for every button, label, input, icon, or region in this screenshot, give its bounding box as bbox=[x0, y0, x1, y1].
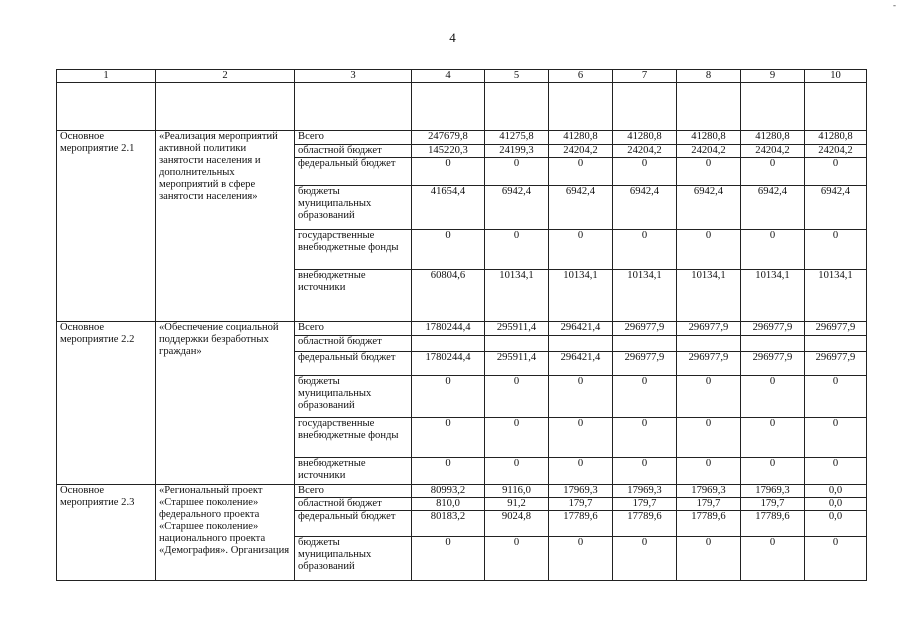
funding-source: бюджеты муниципальных образований bbox=[295, 186, 412, 230]
value-cell: 10134,1 bbox=[549, 270, 613, 322]
funding-source: государственные внебюджетные фонды bbox=[295, 230, 412, 270]
value-cell: 17969,3 bbox=[549, 485, 613, 498]
value-cell: 41280,8 bbox=[549, 131, 613, 145]
value-cell: 0 bbox=[412, 537, 485, 581]
value-cell: 0 bbox=[805, 158, 867, 186]
value-cell: 41280,8 bbox=[741, 131, 805, 145]
value-cell: 17789,6 bbox=[741, 511, 805, 537]
value-cell: 17969,3 bbox=[677, 485, 741, 498]
value-cell: 17789,6 bbox=[677, 511, 741, 537]
column-number: 1 bbox=[57, 70, 156, 83]
value-cell: 6942,4 bbox=[677, 186, 741, 230]
value-cell: 24204,2 bbox=[613, 145, 677, 158]
value-cell: 24204,2 bbox=[549, 145, 613, 158]
value-cell: 0 bbox=[805, 230, 867, 270]
value-cell: 296977,9 bbox=[805, 352, 867, 376]
funding-source: внебюджетные источники bbox=[295, 270, 412, 322]
funding-source: Всего bbox=[295, 322, 412, 336]
value-cell: 0 bbox=[613, 230, 677, 270]
table-row bbox=[57, 131, 867, 145]
value-cell: 0 bbox=[412, 458, 485, 485]
value-cell: 1780244,4 bbox=[412, 322, 485, 336]
value-cell: 0 bbox=[485, 230, 549, 270]
value-cell: 10134,1 bbox=[677, 270, 741, 322]
value-cell: 10134,1 bbox=[741, 270, 805, 322]
value-cell: 179,7 bbox=[741, 498, 805, 511]
value-cell: 0 bbox=[485, 458, 549, 485]
value-cell: 179,7 bbox=[613, 498, 677, 511]
value-cell: 0 bbox=[485, 537, 549, 581]
value-cell: 6942,4 bbox=[741, 186, 805, 230]
funding-source: государственные внебюджетные фонды bbox=[295, 418, 412, 458]
value-cell: 17789,6 bbox=[549, 511, 613, 537]
funding-source: бюджеты муниципальных образований bbox=[295, 537, 412, 581]
value-cell: 296977,9 bbox=[741, 322, 805, 336]
value-cell bbox=[677, 336, 741, 352]
column-number: 9 bbox=[741, 70, 805, 83]
column-number: 5 bbox=[485, 70, 549, 83]
funding-source: федеральный бюджет bbox=[295, 158, 412, 186]
column-number: 3 bbox=[295, 70, 412, 83]
value-cell: 24204,2 bbox=[677, 145, 741, 158]
value-cell: 24204,2 bbox=[741, 145, 805, 158]
value-cell: 6942,4 bbox=[805, 186, 867, 230]
funding-source: областной бюджет bbox=[295, 145, 412, 158]
value-cell: 10134,1 bbox=[805, 270, 867, 322]
value-cell: 0 bbox=[613, 458, 677, 485]
value-cell: 9024,8 bbox=[485, 511, 549, 537]
value-cell: 0 bbox=[805, 458, 867, 485]
value-cell: 0 bbox=[741, 376, 805, 418]
value-cell: 0 bbox=[741, 418, 805, 458]
value-cell: 296421,4 bbox=[549, 322, 613, 336]
value-cell bbox=[549, 336, 613, 352]
activity-title: «Реализация мероприятий активной политики занятости населения и дополнительных мероприятий в сфере занятости населения» bbox=[156, 131, 295, 322]
value-cell: 0 bbox=[485, 376, 549, 418]
funding-source: Всего bbox=[295, 485, 412, 498]
column-number: 6 bbox=[549, 70, 613, 83]
value-cell: 0 bbox=[613, 418, 677, 458]
value-cell: 0 bbox=[549, 158, 613, 186]
value-cell: 0 bbox=[677, 537, 741, 581]
blank-row bbox=[57, 83, 867, 131]
value-cell: 0 bbox=[613, 158, 677, 186]
value-cell: 0 bbox=[549, 230, 613, 270]
value-cell: 296977,9 bbox=[741, 352, 805, 376]
value-cell: 0 bbox=[412, 230, 485, 270]
value-cell: 0 bbox=[677, 158, 741, 186]
value-cell: 24199,3 bbox=[485, 145, 549, 158]
value-cell: 296421,4 bbox=[549, 352, 613, 376]
value-cell: 6942,4 bbox=[549, 186, 613, 230]
value-cell: 145220,3 bbox=[412, 145, 485, 158]
value-cell: 0 bbox=[677, 376, 741, 418]
value-cell: 0,0 bbox=[805, 511, 867, 537]
value-cell: 0 bbox=[412, 418, 485, 458]
value-cell: 0 bbox=[549, 418, 613, 458]
funding-source: областной бюджет bbox=[295, 336, 412, 352]
value-cell: 91,2 bbox=[485, 498, 549, 511]
funding-source: федеральный бюджет bbox=[295, 352, 412, 376]
column-number-row bbox=[57, 70, 867, 83]
value-cell: 80993,2 bbox=[412, 485, 485, 498]
value-cell: 296977,9 bbox=[677, 322, 741, 336]
column-number: 4 bbox=[412, 70, 485, 83]
value-cell: 295911,4 bbox=[485, 322, 549, 336]
value-cell: 296977,9 bbox=[805, 322, 867, 336]
value-cell bbox=[613, 336, 677, 352]
column-number: 8 bbox=[677, 70, 741, 83]
page-number: 4 bbox=[449, 30, 456, 45]
value-cell: 0 bbox=[412, 158, 485, 186]
value-cell: 41654,4 bbox=[412, 186, 485, 230]
value-cell: 0 bbox=[741, 537, 805, 581]
value-cell: 0 bbox=[549, 458, 613, 485]
value-cell: 0 bbox=[613, 537, 677, 581]
value-cell: 295911,4 bbox=[485, 352, 549, 376]
value-cell: 0 bbox=[741, 230, 805, 270]
value-cell: 17969,3 bbox=[613, 485, 677, 498]
value-cell: 0 bbox=[677, 458, 741, 485]
activity-name: Основное мероприятие 2.1 bbox=[57, 131, 156, 322]
activity-title: «Региональный проект «Старшее поколение» федерального проекта «Старшее поколение» национального проекта «Демография». Организация bbox=[156, 485, 295, 581]
activity-name: Основное мероприятие 2.3 bbox=[57, 485, 156, 581]
table-row bbox=[57, 322, 867, 336]
funding-source: Всего bbox=[295, 131, 412, 145]
activity-name: Основное мероприятие 2.2 bbox=[57, 322, 156, 485]
value-cell: 17789,6 bbox=[613, 511, 677, 537]
value-cell: 0 bbox=[549, 376, 613, 418]
value-cell: 0 bbox=[485, 158, 549, 186]
value-cell: 60804,6 bbox=[412, 270, 485, 322]
value-cell: 0,0 bbox=[805, 498, 867, 511]
value-cell bbox=[805, 336, 867, 352]
value-cell: 80183,2 bbox=[412, 511, 485, 537]
value-cell: 6942,4 bbox=[485, 186, 549, 230]
funding-source: федеральный бюджет bbox=[295, 511, 412, 537]
column-number: 7 bbox=[613, 70, 677, 83]
value-cell: 179,7 bbox=[677, 498, 741, 511]
value-cell: 9116,0 bbox=[485, 485, 549, 498]
funding-source: бюджеты муниципальных образований bbox=[295, 376, 412, 418]
funding-source: внебюджетные источники bbox=[295, 458, 412, 485]
activity-title: «Обеспечение социальной поддержки безработных граждан» bbox=[156, 322, 295, 485]
table-body bbox=[57, 70, 867, 581]
scan-mark: - bbox=[893, 0, 896, 10]
value-cell: 0 bbox=[412, 376, 485, 418]
value-cell: 247679,8 bbox=[412, 131, 485, 145]
value-cell: 0 bbox=[805, 537, 867, 581]
value-cell: 10134,1 bbox=[485, 270, 549, 322]
value-cell: 41280,8 bbox=[613, 131, 677, 145]
column-number: 2 bbox=[156, 70, 295, 83]
value-cell: 41280,8 bbox=[677, 131, 741, 145]
value-cell: 17969,3 bbox=[741, 485, 805, 498]
value-cell: 41275,8 bbox=[485, 131, 549, 145]
funding-source: областной бюджет bbox=[295, 498, 412, 511]
value-cell: 0 bbox=[805, 418, 867, 458]
value-cell: 0 bbox=[677, 230, 741, 270]
value-cell: 810,0 bbox=[412, 498, 485, 511]
funding-table bbox=[56, 69, 867, 581]
value-cell: 0 bbox=[741, 458, 805, 485]
value-cell: 296977,9 bbox=[613, 322, 677, 336]
column-number: 10 bbox=[805, 70, 867, 83]
value-cell: 0 bbox=[741, 158, 805, 186]
value-cell: 0 bbox=[549, 537, 613, 581]
value-cell bbox=[412, 336, 485, 352]
value-cell: 179,7 bbox=[549, 498, 613, 511]
value-cell: 0,0 bbox=[805, 485, 867, 498]
value-cell: 296977,9 bbox=[677, 352, 741, 376]
table-row bbox=[57, 485, 867, 498]
value-cell: 0 bbox=[613, 376, 677, 418]
value-cell bbox=[485, 336, 549, 352]
value-cell: 1780244,4 bbox=[412, 352, 485, 376]
value-cell: 0 bbox=[677, 418, 741, 458]
value-cell: 24204,2 bbox=[805, 145, 867, 158]
value-cell: 41280,8 bbox=[805, 131, 867, 145]
value-cell: 0 bbox=[485, 418, 549, 458]
value-cell: 296977,9 bbox=[613, 352, 677, 376]
value-cell: 6942,4 bbox=[613, 186, 677, 230]
value-cell bbox=[741, 336, 805, 352]
value-cell: 10134,1 bbox=[613, 270, 677, 322]
value-cell: 0 bbox=[805, 376, 867, 418]
